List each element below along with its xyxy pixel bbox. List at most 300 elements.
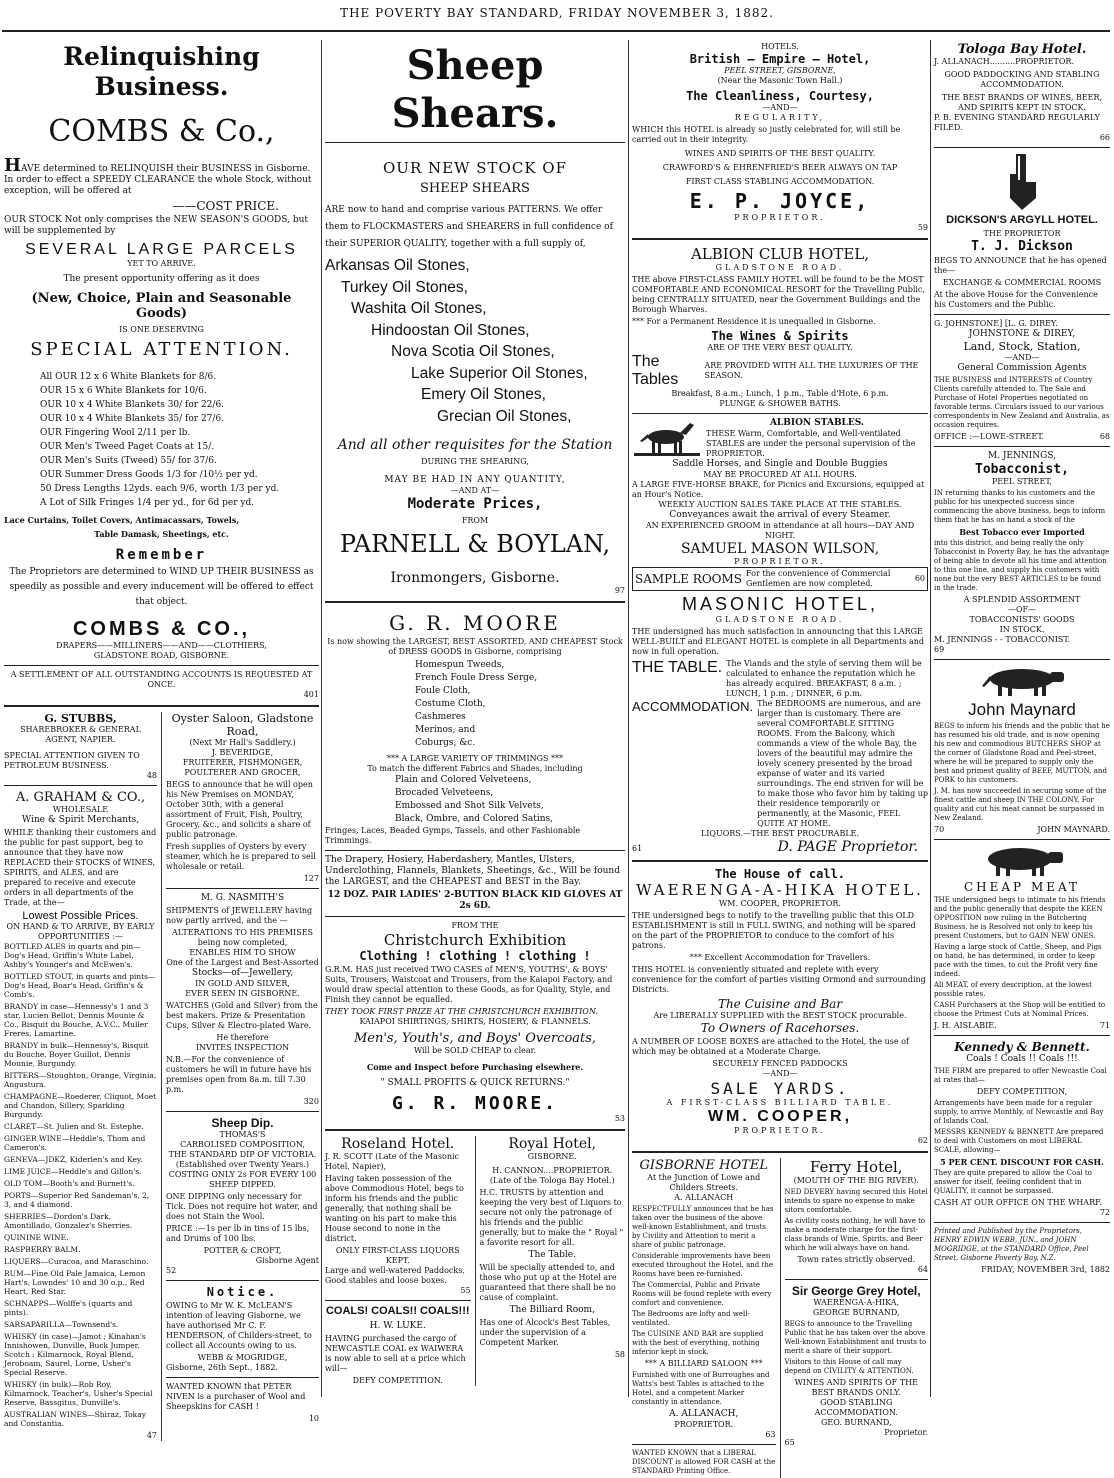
moore-fringes: Fringes, Laces, Beaded Gymps, Tassels, and other Fashionable Trimmings. [325,826,581,845]
royal-billiard: The Billiard Room, [509,1305,595,1315]
albion-tables-text: ARE PROVIDED WITH ALL THE LUXURIES OF THE SEASON. [704,361,919,380]
list-item: Arkansas Oil Stones, [325,257,470,274]
list-item: SARSAPARILLA—Townsend's. [4,1320,119,1329]
horse-icon [632,419,702,459]
from: FROM [461,516,489,525]
list-item: GENEVA—JDKZ, Kiderlen's and Key. [4,1155,143,1164]
ad-number: 61 [632,844,643,853]
nasmith-watches: WATCHES (Gold and Silver) from the best makers. Prize & Presentation Cups, Silver & Electro-plated Ware. [166,1001,318,1030]
albion-text: THE above FIRST-CLASS FAMILY HOTEL will be found to be the MOST COMFORTABLE AND ECONOMICAL RESORT for the Travelling Public, being CENTRALLY SITUATED, near the Government Buildings and the Borough Wharves. [632,275,925,314]
stables-title: ALBION STABLES. [769,418,865,428]
list-item: RASPBERRY BALM. [4,1245,81,1254]
ad-heading: Sheep Shears. [391,42,559,137]
joyce-prop: PROPRIETOR. [734,213,826,222]
list-item: Homespun Tweeds, [415,660,505,670]
ad-number: 69 [934,645,945,654]
cleanliness: The Cleanliness, Courtesy, [686,89,874,103]
list-item: OUR 10 x 4 White Blankets 35/ for 27/6. [40,414,225,424]
gisborne-title: GISBORNE HOTEL [639,1158,768,1173]
list-item: Nova Scotia Oil Stones, [391,343,555,360]
list-item: Hindoostan Oil Stones, [371,321,530,339]
col2-left [325,1136,476,1386]
notice-title: Notice. [206,1285,279,1299]
cheap-meat-sign-row [934,1021,1110,1031]
masonic-table-row [632,659,928,699]
roseland-name: J. R. SCOTT (Late of the Masonic Hotel, Napier), [325,1152,460,1171]
list-item: Black, Ombre, and Colored Satins, [395,814,554,824]
johnstone-text: THE BUSINESS and INTERESTS of Country Clients carefully attended to. The Sale and Purchase of Hotel Properties negotiated on favorable terms. Circulars issued to our various correspondents in New Zealand and Australia, as occasion requires. [934,376,1110,429]
masthead: THE POVERTY BAY STANDARD, FRIDAY NOVEMBER 3, 1882. [340,6,774,20]
albion-road: GLADSTONE ROAD. [715,263,845,272]
roseland-title: Roseland Hotel. [341,1136,455,1152]
sheepdip-price: PRICE :—1s per lb in tins of 15 lbs, and Drums of 100 lbs. [166,1224,310,1243]
sheepdip-line: (Established over Twenty Years.) [175,1160,310,1169]
british-text: WHICH this HOTEL is already so justly celebrated for, will still be carried out in their integrity. [632,125,901,144]
johnstone-office: OFFICE :—LOWE-STREET. [934,432,1045,441]
moore-list [325,659,625,750]
ad-number: 65 [784,1438,795,1447]
grey-visitors: Visitors to this House of call may depend on CIVILITY & ATTENTION. [784,1358,914,1375]
extras-line: Lace Curtains, Toilet Covers, Antimacassars, Towels, [4,515,240,525]
ad-number: 320 [303,1097,319,1106]
velvet-list [325,774,625,826]
exhibition: Christchurch Exhibition [383,931,567,949]
list-item: QUININE WINE. [4,1233,69,1242]
grey-wines: WINES AND SPIRITS OF THE BEST BRANDS ONLY. [794,1378,918,1397]
ad-number: 127 [303,874,319,883]
ad-number: 70 [934,825,945,834]
maynard-sign: JOHN MAYNARD. [1037,825,1110,834]
ad-number: 10 [308,1414,319,1423]
list-item: BRANDY in bulk—Hennessy's, Bisquit du Bouche, Boyer Guillot, Dennis Mounie, Burgundy. [4,1041,149,1068]
yet-to-arrive: YET TO ARRIVE. [127,259,196,268]
list-item: CLARET—St. Julien and St. Estephe. [4,1122,144,1131]
ad-heading: Relinquishing Business. [63,42,260,101]
nasmith-line: INVITES INSPECTION [195,1043,290,1052]
ad-number: 60 [914,574,925,583]
list-item: Plain and Colored Velveteens, [395,775,532,785]
clothing: Clothing ! clothing ! clothing ! [359,949,591,963]
and-at: —AND AT— [450,486,500,495]
parnell-boylan: PARNELL & BOYLAN, [339,530,611,558]
gisborne-junction: At the Junction of Lowe and Childers Streets. [647,1173,761,1192]
notice-text: OWING to Mr W. K. McLEAN'S intention of leaving Gisborne, we have authorised Mr C. F. HENDERSON, of Childers-street, to collect all Accounts owing to us. [166,1301,312,1350]
nasmith-line: Stocks—of—Jewellery, [191,968,294,978]
stock-line: OUR NEW STOCK OF [383,159,567,177]
albion-groom: AN EXPERIENCED GROOM in attendance at all hours—DAY AND NIGHT. [645,521,915,540]
tologa-title: Tologa Bay Hotel. [957,42,1087,57]
stubbs-name: G. STUBBS, [44,712,117,725]
kennedy-text2: Arrangements have been made for a regular supply, to arrive Monthly, of Newcastle and Bay of Islands Coal. [934,1099,1104,1125]
waerenga-prop: WM. COOPER, PROPRIETOR. [719,899,841,908]
ad-number: 66 [1099,133,1110,142]
cheap-meat-text4: CASH Purchasers at the Shop will be entitled to choose the Primest Cuts at Nominal Prices. [934,1001,1106,1018]
moore-match: To match the different Fabrics and Shades, including [367,764,583,773]
maynard-text: BEGS to inform his friends and the public that he has resumed his old trade, and is now opening his new and commodious BUTCHERS SHOP at the corner of Gladstone Road and Peel-street, where he will be prepared to supply only the best and primest quality of BEEF, MUTTON, and PORK to his customers. [934,722,1110,784]
nasmith-line: ALTERATIONS TO HIS PREMISES [171,928,314,937]
sheepdip-line: THOMAS'S [219,1130,266,1139]
ad-number: 53 [614,1114,625,1123]
ironmongers: Ironmongers, Gisborne. [390,570,560,586]
ferry-sub: (MOUTH OF THE BIG RIVER). [793,1176,919,1185]
ferry-town: Town rates strictly observed. [797,1255,916,1264]
moore-showing: Is now showing the LARGEST, BEST ASSORTED, AND CHEAPEST Stock of DRESS GOODS in Gisborne, comprising [327,637,623,656]
during: DURING THE SHEARING, [421,457,529,466]
british-near: (Near the Masonic Town Hall.) [717,76,843,85]
gisborne-bedrooms: The Bedrooms are lofty and well-ventilated. [632,1310,750,1327]
masonic-accom-row [632,699,928,829]
wanted-discount: WANTED KNOWN that a LIBERAL DISCOUNT is allowed FOR CASH at the STANDARD Printing Office. [632,1449,776,1475]
oyster-sub: (Next Mr Hall's Saddlery.) [189,738,296,747]
nasmith-name: M. G. NASMITH'S [200,893,285,903]
nasmith-line: ENABLES HIM TO SHOW [189,948,296,957]
shears-line: SHEEP SHEARS [420,181,530,196]
johnstone-land: Land, Stock, Station, [963,340,1081,353]
cheap-meat-title: CHEAP MEAT [963,880,1081,894]
waerenga-boxes: A NUMBER OF LOOSE BOXES are attached to the Hotel, the use of which may be obtained at a Moderate Charge. [632,1037,909,1056]
ad-number: 401 [303,690,319,699]
settlement: A SETTLEMENT OF ALL OUTSTANDING ACCOUNTS IS REQUESTED AT ONCE. [10,670,313,689]
kennedy-defy: DEFY COMPETITION, [976,1087,1068,1096]
price-list [40,372,319,509]
col1-right [166,712,319,1441]
list-item: OLD TOM—Booth's and Burnett's. [4,1179,135,1188]
albion-residence: *** For a Permanent Residence it is unequalled in Gisborne. [632,317,876,326]
col3-right [785,1158,929,1478]
jennings-text2: into this district, and being really the only Tobacconist in Poverty Bay, he has the advantage of being able to devote all his time and attention to this one line, and supply his customers with none but the very BEST ARTICLES to be found in the trade. [934,539,1110,592]
jennings-stock: IN STOCK. [999,625,1045,634]
come: Come and Inspect before Purchasing elsewhere. [366,1062,584,1072]
column-4 [934,42,1110,1397]
moore-from: FROM THE [451,921,499,930]
our-stock: OUR STOCK Not only comprises the NEW SEASON'S GOODS, but will be supplemented by [4,215,309,236]
list-item: OUR 15 x 6 White Blankets for 10/6. [40,386,207,396]
nasmith-line: IN GOLD AND SILVER, [195,979,290,988]
firm-name: COMBS & Co., [48,114,275,149]
nasmith-text: SHIPMENTS of JEWELLERY having now partly arrived, and the — [166,906,313,925]
list-item: BOTTLED ALES in quarts and pin—Dog's Head, Griffin's White Label, Ashby's Younger's and McEwen's. [4,942,141,969]
grey-name: GEORGE BURNAND, [812,1308,900,1317]
waerenga-billiard: A FIRST-CLASS BILLIARD TABLE. [666,1098,894,1107]
list-item: BOTTLED STOUT, in quarts and pints—Dog's Head, Boar's Head, Griffin's & Comb's. [4,972,156,999]
royal-title: Royal Hotel, [508,1136,597,1152]
nasmith-line: One of the Largest and Best-Assorted [166,958,319,967]
regularity: REGULARITY, [734,113,826,122]
waerenga-text: THE undersigned begs to notify to the travelling public that this OLD ESTABLISHMENT is still in FULL SWING, and nothing will be spared on the part of the PROPRIETOR to conduce to the comfort of his patrons. [632,911,916,950]
house-of-call: The House of call. [714,867,846,881]
jennings-goods: TOBACCONISTS' GOODS [969,615,1075,624]
royal-place: GISBORNE. [527,1152,577,1161]
oyster-trade: FRUITERER, FISHMONGER, POULTERER AND GROCER, [182,758,303,777]
nasmith-line: EVER SEEN IN GISBORNE. [185,989,300,998]
list-item: Foule Cloth, [415,686,471,696]
albion-owner-prop: PROPRIETOR. [734,557,826,566]
sheepdip-line: SHEEP DIPPED. [209,1180,276,1189]
sheepdip-line: THE STANDARD DIP OF VICTORIA. [168,1150,317,1159]
albion-auction: WEEKLY AUCTION SALES TAKE PLACE AT THE STABLES. [658,500,902,509]
british-wines: WINES AND SPIRITS OF THE BEST QUALITY. [684,149,876,158]
albion-meals: Breakfast, 8 a.m.; Lunch, 1 p.m., Table d'Hote, 6 p.m. [671,389,889,398]
moore-gloves: 12 DOZ. PAIR LADIES' 2-BUTTON BLACK KID GLOVES AT 2s 6D. [327,890,623,911]
goods: (New, Choice, Plain and Seasonable Goods) [31,291,292,321]
maynard-sign-row [934,825,1110,835]
maynard-name: John Maynard [968,700,1076,719]
list-item: Coburgs, &c. [415,738,476,748]
masonic-sign-row [632,839,928,855]
address: GLADSTONE ROAD, GISBORNE. [93,651,230,660]
roseland-stables: Large and well-watered Paddocks. Good stables and loose boxes. [325,1266,465,1285]
cost-price: ——COST PRICE. [172,199,279,213]
albion-title: ALBION CLUB HOTEL, [690,245,870,263]
cooper-name: WM. COOPER, [707,1108,853,1125]
jennings-sign: M. JENNINGS - - TOBACCONIST. [934,635,1071,644]
masonic-liquors: LIQUORS.—THE BEST PROCURABLE. [700,829,860,838]
list-item: Turkey Oil Stones, [341,278,468,296]
cheap-meat-text: THE undersigned begs to intimate to his friends and the public generally that despite the KEEN OPPOSITION now ruling in the Butchering Business, he is Resolved not only to keep his present Customers, but to GAIN NEW ONES. [934,896,1106,940]
col2-split [325,1136,625,1386]
cow-icon [962,664,1082,698]
jennings-name: M. JENNINGS, [987,451,1057,461]
and: —AND— [762,103,798,112]
wind-up: The Proprietors are determined to WIND UP THEIR BUSINESS as speedily as possible and every inducement will be offered to effect that object. [9,567,314,607]
ad-number: 68 [1099,432,1110,441]
may: MAY BE HAD IN ANY QUANTITY, [384,475,566,485]
tologa-prop: J. ALLANACH..........PROPRIETOR. [934,57,1074,66]
coals-title: COALS! COALS!! COALS!!! [325,1305,470,1317]
grey-sign: GEO. BURNAND, [821,1418,892,1427]
list-item: AUSTRALIAN WINES—Shiraz, Tokay and Constantia. [4,1410,146,1428]
royal-billiard-text: Has one of Alcock's Best Tables, under the supervision of a Competent Marker. [479,1318,611,1347]
trades: DRAPERS——MILLINERS——AND——CLOTHIERS, [56,641,267,650]
grey-text: BEGS to announce to the Travelling Public that he has taken over the above Well-known Establishment and trusts to merit a share of their support. [784,1320,927,1355]
list-item: Emery Oil Stones, [421,386,546,403]
waerenga-and: —AND— [762,1069,798,1078]
list-item: BRANDY in case—Hennessy's 1 and 3 star, Lucien Bellot, Dennis Mounie & Co., Bisquit du Bouche, A.V.C., Muller Freres, Lamartine. [4,1002,149,1038]
kennedy-title: Kennedy & Bennett. [954,1040,1090,1054]
col3-split [632,1158,928,1478]
gisborne-saloon: *** A BILLIARD SALOON *** [644,1359,763,1368]
column-divider [628,40,629,1397]
stubbs-note: SPECIAL ATTENTION GIVEN TO PETROLEUM BUSINESS. [4,751,140,770]
list-item: Cashmeres [415,712,466,722]
dickson-name: T. J. Dickson [971,239,1073,254]
roseland-liquors: ONLY FIRST-CLASS LIQUORS KEPT. [335,1246,460,1265]
albion-horses: Saddle Horses, and Single and Double Buggies [672,459,888,469]
royal-prop: H. CANNON....PROPRIETOR. [492,1166,613,1175]
list-item: SCHNAPPS—Wolffe's (quarts and pints). [4,1299,133,1317]
graham-text: WHILE thanking their customers and the public for past support, beg to announce that they have now REPLACED their STOCKS of WINES, SPIRITS, and ALES, and are prepared to receive and execute orders in all departments of the Trade, at the— [4,828,157,907]
masonic-text: THE undersigned has much satisfaction in announcing that this LARGE WELL-BUILT and ELEGANT HOTEL is complete in all Departments and now in full operation. [632,627,925,656]
graham-sub2: Wine & Spirit Merchants, [21,815,140,825]
list-item: GINGER WINE—Heddle's, Thom and Cameron's. [4,1134,146,1152]
sheepdip-agent: POTTER & CROFT, [203,1246,282,1255]
jennings-street: PEEL STREET, [991,477,1053,486]
joyce-name: E. P. JOYCE, [689,189,871,213]
list-item: French Foule Dress Serge, [415,673,538,683]
cheap-meat-sign: J. H. AISLABIE. [934,1021,997,1030]
list-item: RUM—Fine Old Pale Jamaica, Lemon Hart's, Lowndes' 10 and 30 o.p., Red Heart, Red Star. [4,1269,146,1296]
grey-stabling: GOOD STABLING ACCOMMODATION. [814,1398,898,1417]
waerenga-saleyards: SALE YARDS. [710,1079,850,1098]
gisborne-sign: A. ALLANACH, [669,1409,739,1419]
list-item: PORTS—Superior Red Sandeman's, 2, 3, and 4 diamond. [4,1191,150,1209]
gisborne-improve: Considerable improvements have been executed throughout the Hotel, and the Rooms have been re-furnished. [632,1252,773,1278]
roseland-text: Having taken possession of the above Commodious Hotel, begs to inform his friends and the public generally, that nothing shall be wanting on his part to make this House second to none in the district. [325,1174,464,1243]
list-item: SHERRIES—Dordon's Dark, Amontillado, Gonzalez's Sherries. [4,1212,133,1230]
ad-number: 97 [614,586,625,595]
nasmith-line: being now completed, [197,938,288,947]
kennedy-discount: 5 PER CENT. DISCOUNT FOR CASH. [940,1157,1104,1167]
graham-on-hand: ON HAND & TO ARRIVE, BY EARLY OPPORTUNITIES :— [6,922,155,941]
tologa-paddocking: GOOD PADDOCKING AND STABLING ACCOMMODATION. [944,70,1100,89]
list-item: OUR Summer Dress Goods 1/3 for /10½ per yd. [40,470,258,480]
dickson-the-prop: THE PROPRIETOR [983,229,1061,238]
johnstone-general: General Commission Agents [957,363,1087,373]
column-1 [4,42,319,1440]
luke-name: H. W. LUKE. [369,1321,426,1331]
grey-title: Sir George Grey Hotel, [791,1284,921,1298]
list-item: LIQUERS—Curacoa, and Maraschino. [4,1257,149,1266]
requisites: And all other requisites for the Station [337,437,613,453]
sheepdip-agent2: Gisborne Agent [255,1256,319,1265]
british-title: British — Empire — Hotel, [689,52,871,66]
stubbs-title: SHAREBROKER & GENERAL AGENT, NAPIER. [20,725,141,744]
list-item: LIME JUICE—Heddle's and Gillon's. [4,1167,142,1176]
oyster-text2: Fresh supplies of Oysters by every steamer, which he is prepared to sell wholesale or retail. [166,842,316,871]
opportunity: The present opportunity offering as it does [63,274,260,284]
list-item: WHISKY (in case)—Jamot ; Kinahan's Innishowen, Dunville, Buck Jumper. Scotch : Kilmarnock, Royal Blend, Jeroboam, Saurel, Lorne, Usher's Special Reserve. [4,1332,146,1377]
moore-variety: *** A LARGE VARIETY OF TRIMMINGS *** [386,754,564,763]
ad-number: 62 [917,1136,928,1145]
grey-sign-prop: Proprietor. [884,1428,928,1437]
list-item: OUR 10 x 4 White Blankets 30/ for 22/6. [40,400,225,410]
royal-table-text: Will be specially attended to, and those who put up at the Hotel are guaranteed that there shall be no cause of complaint. [479,1263,617,1302]
masonic-title: MASONIC HOTEL, [681,594,879,614]
ad-number: 71 [1099,1021,1110,1030]
masonic-table: THE TABLE. [632,659,723,676]
albion-tables-row [632,353,928,389]
kennedy-text3: MESSRS KENNEDY & BENNETT Are prepared to deal with Customers on most LIBERAL SCALE, allowing— [934,1128,1104,1154]
albion-tables: The Tables [632,353,679,388]
royal-text: H.C. TRUSTS by attention and keeping the very best of Liquors to secure not only the patronage of his friends and the public generally, but to make the " Royal " a favorite resort for all. [479,1188,624,1247]
list-item: OUR Men's Tweed Paget Coats at 15/. [40,442,215,452]
list-item: Embossed and Shot Silk Velvets, [395,801,544,811]
list-item: A Lot of Silk Fringes 1/4 per yd., for 6d per yd. [40,498,255,508]
jennings-splendid: A SPLENDID ASSORTMENT [963,595,1081,604]
list-item: Washita Oil Stones, [351,300,487,317]
oyster-name: J. BEVERIDGE, [211,748,274,757]
ad-number: 47 [146,1431,157,1440]
special-attention: SPECIAL ATTENTION. [30,339,293,360]
ad-number: 55 [460,1286,471,1295]
masthead-rule [2,30,1110,32]
royal-table: The Table. [528,1250,576,1260]
dickson-text: BEGS TO ANNOUNCE that he has opened the— [934,256,1107,275]
johnstone-head: G. JOHNSTONE] [L. G. DIREY. [934,319,1058,328]
oyster-text: BEGS to announce that he will open his New Premises on MONDAY, October 30th, with a general assortment of Fruit, Fish, Poultry, Grocery, &c., and solicits a share of public patronage. [166,780,313,839]
cheap: Will be SOLD CHEAP to clear. [413,1046,537,1055]
british-stabling: FIRST CLASS STABLING ACCOMMODATION. [685,177,875,186]
cheap-meat-text2: Having a large stock of Cattle, Sheep, and Pigs on hand, he has determined, in order to keep pace with the times, to cut the Profit very fine indeed. [934,943,1102,978]
johnstone-and: —AND— [1004,353,1040,362]
ad-number: 52 [166,1266,177,1275]
ferry-text: NED DEVERY having secured this Hotel intends to spare no expense to make sitors comfortable. [784,1188,928,1214]
stables-text: THESE Warm, Comfortable, and Well-ventilated STABLES are under the personal supervision of the PROPRIETOR. [706,429,916,458]
waerenga-owners: To Owners of Racehorses. [700,1021,860,1035]
kaiapoi: KAIAPOI SHIRTINGS, SHIRTS, HOSIERY, & FLANNELS. [359,1017,591,1026]
gisborne-cuisine: The CUISINE AND BAR are supplied with the best of everything, nothing inferior kept in stock. [632,1330,764,1356]
waerenga-liberally: Are LIBERALLY SUPPLIED with the BEST STOCK procurable. [653,1011,907,1020]
list-item: Merinos, and [415,725,476,735]
waerenga-title: WAERENGA-A-HIKA HOTEL. [636,881,924,899]
albion-wines: The Wines & Spirits [711,329,849,343]
list-item: 50 Dress Lengths 12yds. each 9/6, worth 1/3 per yd. [40,484,280,494]
albion-procured: MAY BE PROCURED AT ALL HOURS. [703,470,857,479]
graham-list [4,942,157,1428]
list-item: BITTERS—Stoughton, Orange, Virginia, Angustura. [4,1071,157,1089]
kennedy-coals: Coals ! Coals !! Coals !!! [966,1054,1078,1064]
overcoats: Men's, Youth's, and Boys' Overcoats, [353,1031,597,1046]
ferry-title: Ferry Hotel, [809,1158,903,1176]
ad-number: 64 [917,1265,928,1274]
coals-defy: DEFY COMPETITION. [352,1376,443,1385]
col1-split [4,712,319,1441]
parcels: SEVERAL LARGE PARCELS [25,241,298,258]
grey-place: WAERENGA-A-HIKA, [813,1298,900,1307]
col3-left [632,1158,781,1478]
ad-number: 58 [614,1350,625,1359]
hotels-label: HOTELS. [761,42,799,51]
kennedy-cash: CASH AT OUR OFFICE ON THE WHARF. [934,1198,1102,1207]
moore-name: G. R. MOORE [389,611,561,635]
dickson-text2: At the above House for the Convenience his Customers and the Public. [934,290,1098,309]
column-divider [321,40,322,1397]
list-item: OUR Fingering Wool 2/11 per lb. [40,428,191,438]
list-item: CHAMPAGNE—Roederer, Cliquot, Moet and Chandon, Sillery, Sparkling Burgundy. [4,1092,157,1119]
column-divider [930,40,931,1397]
firm-name-2: COMBS & CO., [72,618,251,640]
gisborne-saloon-text: Furnished with one of Burroughes and Watts's best Tables is attached to the Hotel, and a competent Marker constantly in attendance. [632,1371,770,1406]
imprint-date: FRIDAY, NOVEMBER 3rd, 1882 [981,1265,1110,1274]
jennings-text: IN returning thanks to his customers and the public for his unexpected success since commencing the above business, begs to inform them that he has on hand a stock of the [934,489,1106,524]
tologa-brands: THE BEST BRANDS OF WINES, BEER, AND SPIRITS KEPT IN STOCK. [941,93,1103,112]
oyster-title: Oyster Saloon, Gladstone Road, [171,712,314,738]
intro-text: HAVE determined to RELINQUISH their BUSINESS in Gisborne. In order to effect a SPEEDY CLEARANCE the whole Stock, without exception, will be offered at [4,155,312,196]
albion-very-best: ARE OF THE VERY BEST QUALITY. [707,343,853,352]
col1-left [4,712,162,1441]
british-beer: CRAWFORD'S & EHRENFRIED'S BEER ALWAYS ON TAP [662,163,898,172]
notice-date: Gisborne, 26th Sept., 1882. [166,1363,278,1372]
gisborne-sign-prop: PROPRIETOR. [674,1420,734,1429]
nasmith-line: He therefore [216,1033,269,1042]
sample-rooms: SAMPLE ROOMS [635,572,743,586]
list-item: All OUR 12 x 6 White Blankets for 8/6. [40,372,217,382]
ox-icon [962,844,1082,878]
list-item: Brocaded Velveteens, [395,788,494,798]
list-item: OUR Men's Suits (Tweed) 55/ for 37/6. [40,456,217,466]
maynard-text2: J. M. has now succeeded in securing some of the finest cattle and sheep IN THE COLONY. For quality and cut his meat cannot be surpassed in New Zealand. [934,787,1107,822]
remember: Remember [115,547,208,563]
nasmith-nb: N.B.—For the convenience of customers he will in future have his premises open from 8a.m. till 7.30 p.m. [166,1055,312,1094]
wanted-text: WANTED KNOWN that PETER NIVEN is a purchaser of Wool and Sheepskins for CASH ! [166,1382,306,1411]
waerenga-paddocks: SECURELY FENCED PADDOCKS [712,1059,848,1068]
masonic-table-text: The Viands and the style of serving them will be calculated to enhance the reputation which he has already acquired. BREAKFAST, 8 a.m. ; LUNCH, 1 p.m. ; DINNER, 6 p.m. [726,659,922,698]
extras-line: Table Damask, Sheetings, etc. [94,529,229,539]
jennings-best: Best Tobacco ever Imported [959,527,1085,537]
masonic-road: GLADSTONE ROAD. [715,615,845,624]
sample-text: For the convenience of Commercial Gentlemen are now completed. [746,569,891,588]
column-2 [325,42,625,1397]
